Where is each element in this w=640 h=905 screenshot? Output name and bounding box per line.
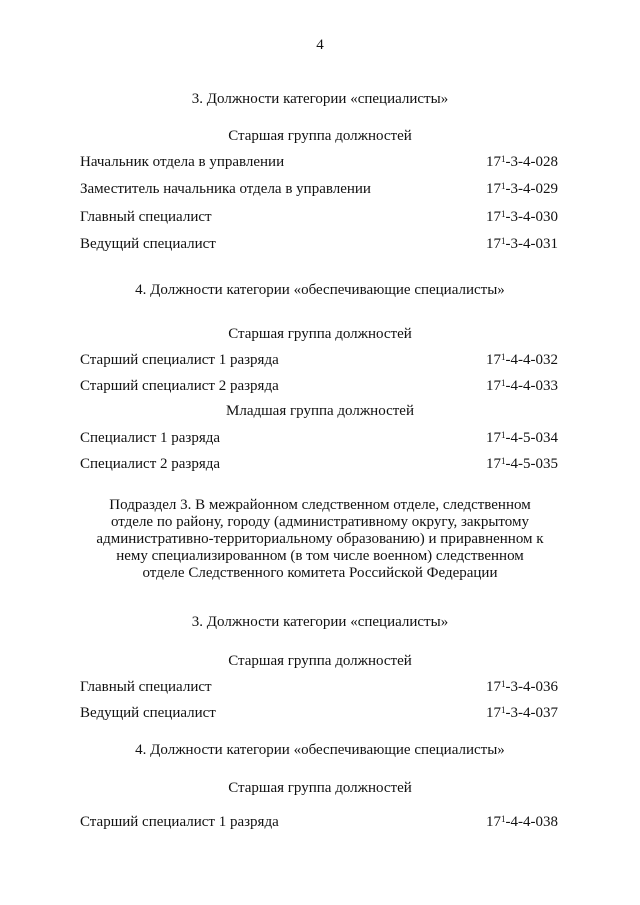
position-code: $17^1-4-4-032$: [486, 352, 558, 368]
position-code: $17^1-3-4-030$: [486, 209, 558, 225]
group-heading-senior: Старшая группа должностей: [228, 326, 412, 342]
position-name: Старший специалист 1 разряда: [80, 814, 279, 830]
position-name: Начальник отдела в управлении: [80, 154, 285, 170]
group-heading-junior: Младшая группа должностей: [226, 403, 414, 419]
position-name: Старший специалист 2 разряда: [80, 378, 279, 394]
position-code: $17^1-4-5-034$: [486, 430, 558, 446]
position-name: Главный специалист: [80, 679, 212, 695]
section-heading-specialists: 3. Должности категории «специалисты»: [191, 91, 449, 107]
subsection-heading: [60, 497, 580, 582]
position-code: $17^1-4-4-038$: [486, 814, 558, 830]
subsection-line: отделе по району, городу (административному округу, закрытому: [111, 514, 529, 530]
section-heading-support-specialists: 4. Должности категории «обеспечивающие специалисты»: [135, 742, 505, 758]
subsection-line: административно-территориальному образованию) и приравненном к: [96, 531, 544, 547]
position-code: $17^1-3-4-029$: [486, 181, 558, 197]
position-code: $17^1-3-4-036$: [486, 679, 558, 695]
position-name: Заместитель начальника отдела в управлении: [80, 181, 371, 197]
position-code: $17^1-4-4-033$: [486, 378, 558, 394]
section-heading-support-specialists: 4. Должности категории «обеспечивающие специалисты»: [135, 282, 505, 298]
subsection-line: Подраздел 3. В межрайонном следственном отделе, следственном: [109, 497, 531, 513]
position-name: Ведущий специалист: [80, 236, 216, 252]
subsection-line: нему специализированном (в том числе военном) следственном: [116, 548, 524, 564]
position-code: $17^1-3-4-037$: [486, 705, 558, 721]
position-name: Старший специалист 1 разряда: [80, 352, 279, 368]
position-code: $17^1-4-5-035$: [486, 456, 558, 472]
position-name: Главный специалист: [80, 209, 212, 225]
group-heading-senior: Старшая группа должностей: [228, 128, 412, 144]
position-name: Ведущий специалист: [80, 705, 216, 721]
group-heading-senior: Старшая группа должностей: [228, 653, 412, 669]
position-code: $17^1-3-4-028$: [486, 154, 558, 170]
position-code: $17^1-3-4-031$: [486, 236, 558, 252]
group-heading-senior: Старшая группа должностей: [228, 780, 412, 796]
page-number: 4: [316, 37, 324, 53]
section-heading-specialists: 3. Должности категории «специалисты»: [191, 614, 449, 630]
position-name: Специалист 1 разряда: [80, 430, 221, 446]
subsection-line: отделе Следственного комитета Российской Федерации: [142, 565, 498, 581]
position-name: Специалист 2 разряда: [80, 456, 221, 472]
